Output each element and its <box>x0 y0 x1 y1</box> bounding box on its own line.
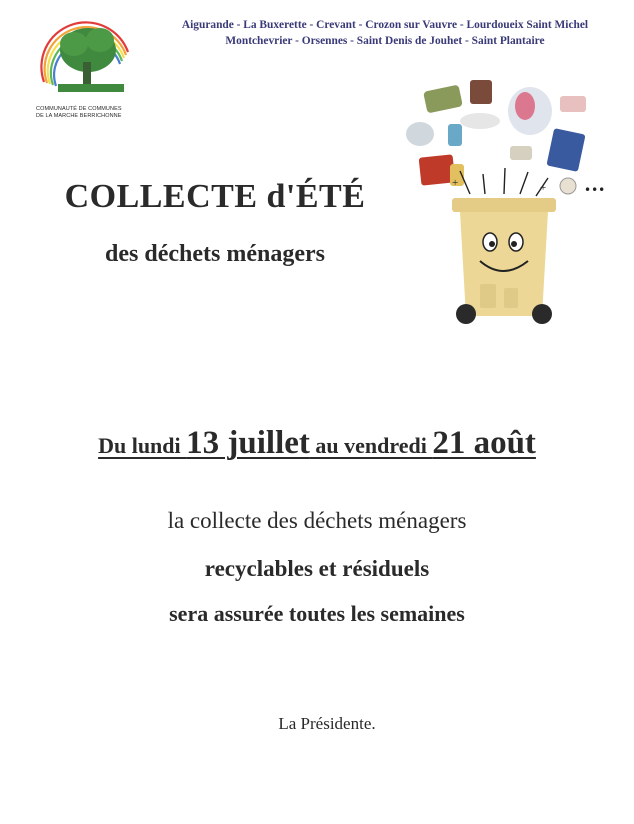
end-date: 21 août <box>432 425 536 461</box>
page-title: COLLECTE d'ÉTÉ <box>64 178 366 215</box>
communes-line1: Aigurande - La Buxerette - Crevant - Crozon sur Vauvre - Lourdoueix Saint Michel <box>181 19 589 31</box>
signature: La Présidente. <box>278 714 376 733</box>
communes-list <box>150 17 620 49</box>
tree-logo-icon <box>36 12 136 104</box>
logo-caption-line2: DE LA MARCHE BERRICHONNE <box>36 113 122 119</box>
date-range <box>0 423 634 469</box>
body-line-2: recyclables et résiduels <box>204 556 430 581</box>
communes-line2: Montchevrier - Orsennes - Saint Denis de Jouhet - Saint Plantaire <box>225 35 545 47</box>
community-logo <box>36 12 136 122</box>
svg-text:+: + <box>540 182 547 194</box>
svg-text:•••: ••• <box>584 183 606 197</box>
page-subtitle: des déchets ménagers <box>105 241 325 267</box>
waste-bin-illustration <box>400 76 606 336</box>
start-date: 13 juillet <box>186 425 310 461</box>
smiling-bin-icon <box>400 76 606 336</box>
date-connector: au vendredi <box>309 433 433 458</box>
logo-caption-line1: COMMUNAUTÉ DE COMMUNES <box>36 106 122 112</box>
body-line-1: la collecte des déchets ménagers <box>167 508 467 533</box>
date-prefix: Du lundi <box>98 433 187 458</box>
svg-text:+: + <box>452 177 459 189</box>
logo-caption <box>36 106 136 120</box>
body-line-3: sera assurée toutes les semaines <box>169 601 465 626</box>
